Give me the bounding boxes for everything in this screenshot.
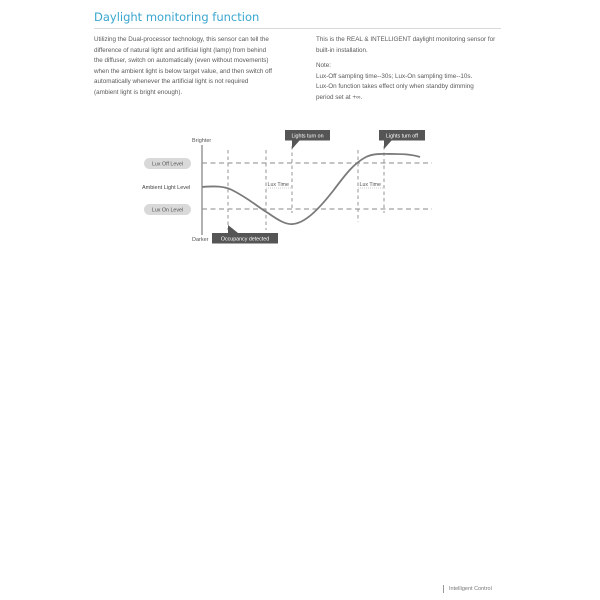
axis-top-label: Brighter bbox=[192, 138, 212, 144]
callout-lights-turn-off bbox=[379, 130, 425, 149]
axis-bottom-label: Darker bbox=[192, 237, 209, 243]
left-line: (ambient light is bright enough). bbox=[94, 88, 183, 96]
left-line: Utilizing the Dual-processor technology, this sensor can tell the bbox=[94, 36, 269, 43]
right-intro-line: This is the REAL & INTELLIGENT daylight monitoring sensor for bbox=[316, 36, 496, 43]
callout-occupancy-detected bbox=[212, 225, 278, 244]
note-line: Lux-Off sampling time--30s; Lux-On sampling time--10s. bbox=[316, 72, 473, 80]
ambient-light-curve bbox=[202, 154, 420, 224]
note-line: period set at +∞. bbox=[316, 93, 363, 101]
note-line: Lux-On function takes effect only when standby dimming bbox=[316, 83, 474, 91]
lux-on-level-label: Lux On Level bbox=[151, 207, 184, 214]
callout-lights-off-text: Lights turn off bbox=[386, 133, 418, 140]
page-title: Daylight monitoring function bbox=[94, 10, 260, 24]
lux-time-label: Lux Time bbox=[267, 182, 289, 188]
left-line: the diffuser, switch on automatically (even without movements) bbox=[94, 57, 269, 65]
note-label: Note: bbox=[316, 62, 332, 70]
left-line: automatically whenever the artificial light is not required bbox=[94, 78, 249, 86]
left-line: when the ambient light is below target value, and then switch off bbox=[94, 67, 273, 75]
right-intro-line: built-in installation. bbox=[316, 46, 368, 54]
callout-occupancy-text: Occupancy detected bbox=[220, 236, 270, 243]
lux-time-label: Lux Time bbox=[359, 182, 381, 188]
left-line: difference of natural light and artificial light (lamp) from behind bbox=[94, 46, 267, 54]
lux-off-level-label: Lux Off Level bbox=[151, 161, 184, 168]
ambient-light-level-label: Ambient Light Level bbox=[142, 185, 191, 191]
footer-label: Intelligent Control bbox=[443, 585, 492, 593]
callout-lights-on-text: Lights turn on bbox=[291, 133, 324, 140]
